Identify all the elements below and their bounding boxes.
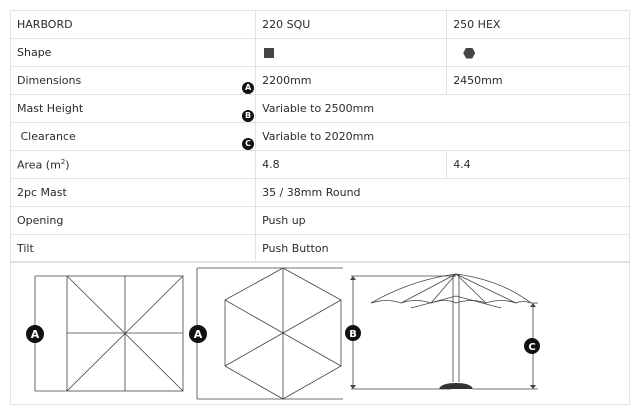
square-canopy-diagram [35, 276, 183, 391]
mast-height-cell [245, 95, 630, 123]
marker-a-hex-icon [189, 325, 207, 343]
table-row-mast-height [11, 95, 630, 123]
row-label-area [11, 151, 256, 179]
mast-value: 35 / 38mm Round [256, 179, 630, 207]
header-220-squ: 220 SQU [256, 11, 447, 39]
shape-cell-hex [447, 39, 630, 67]
header-model: HARBORD [11, 11, 256, 39]
marker-b-height-icon [345, 325, 361, 341]
arrow-heads [350, 276, 536, 389]
table-row-shape [11, 39, 630, 67]
clearance-label-text: Clearance [20, 130, 76, 143]
marker-c-clearance-label: C [528, 342, 536, 353]
umbrella-diagrams [11, 262, 631, 406]
area-label-sup: 2 [60, 157, 66, 166]
dimensions-value-250: 2450mm [447, 67, 630, 95]
row-label-clearance [11, 123, 256, 151]
row-label-mast: 2pc Mast [11, 179, 256, 207]
row-label-shape: Shape [11, 39, 256, 67]
tilt-value: Push Button [256, 235, 630, 263]
table-row-tilt [11, 235, 630, 263]
area-value-220: 4.8 [256, 151, 447, 179]
area-value-250: 4.4 [447, 151, 630, 179]
table-header-row [11, 11, 630, 39]
specification-table [10, 10, 630, 263]
area-label-text: Area (m [17, 158, 61, 172]
umbrella-side-view-diagram [351, 274, 538, 389]
umbrella-diagram-panel [10, 261, 630, 405]
clearance-value: Variable to 2020mm [262, 130, 375, 143]
table-row-area [11, 151, 630, 179]
marker-c-badge: C [242, 138, 254, 150]
dimensions-value-220: 2200mm [262, 74, 312, 87]
marker-c-clearance-icon [524, 338, 540, 354]
marker-a-square-icon [26, 325, 44, 343]
area-label-end: ) [65, 158, 70, 172]
row-label-dimensions: Dimensions [11, 67, 256, 95]
row-label-mast-height: Mast Height [11, 95, 256, 123]
marker-b-badge: B [242, 110, 254, 122]
row-label-opening: Opening [11, 207, 256, 235]
hexagon-shape-icon [463, 48, 475, 59]
umbrella-base-icon [439, 383, 473, 389]
marker-a-badge: A [242, 82, 254, 94]
table-row-opening [11, 207, 630, 235]
marker-b-height-label: B [349, 329, 357, 340]
header-250-hex: 250 HEX [447, 11, 630, 39]
clearance-cell [245, 123, 630, 151]
square-shape-icon [264, 48, 274, 58]
row-label-tilt: Tilt [11, 235, 256, 263]
opening-value: Push up [256, 207, 630, 235]
marker-a-square-label: A [30, 328, 40, 341]
dimensions-cell-220 [244, 67, 447, 95]
table-row-clearance [11, 123, 630, 151]
marker-a-hex-label: A [193, 328, 203, 341]
hexagon-canopy-diagram [197, 268, 343, 399]
mast-height-value: Variable to 2500mm [262, 102, 375, 115]
shape-cell-square [256, 39, 447, 67]
table-row-mast [11, 179, 630, 207]
table-row-dimensions [11, 67, 630, 95]
